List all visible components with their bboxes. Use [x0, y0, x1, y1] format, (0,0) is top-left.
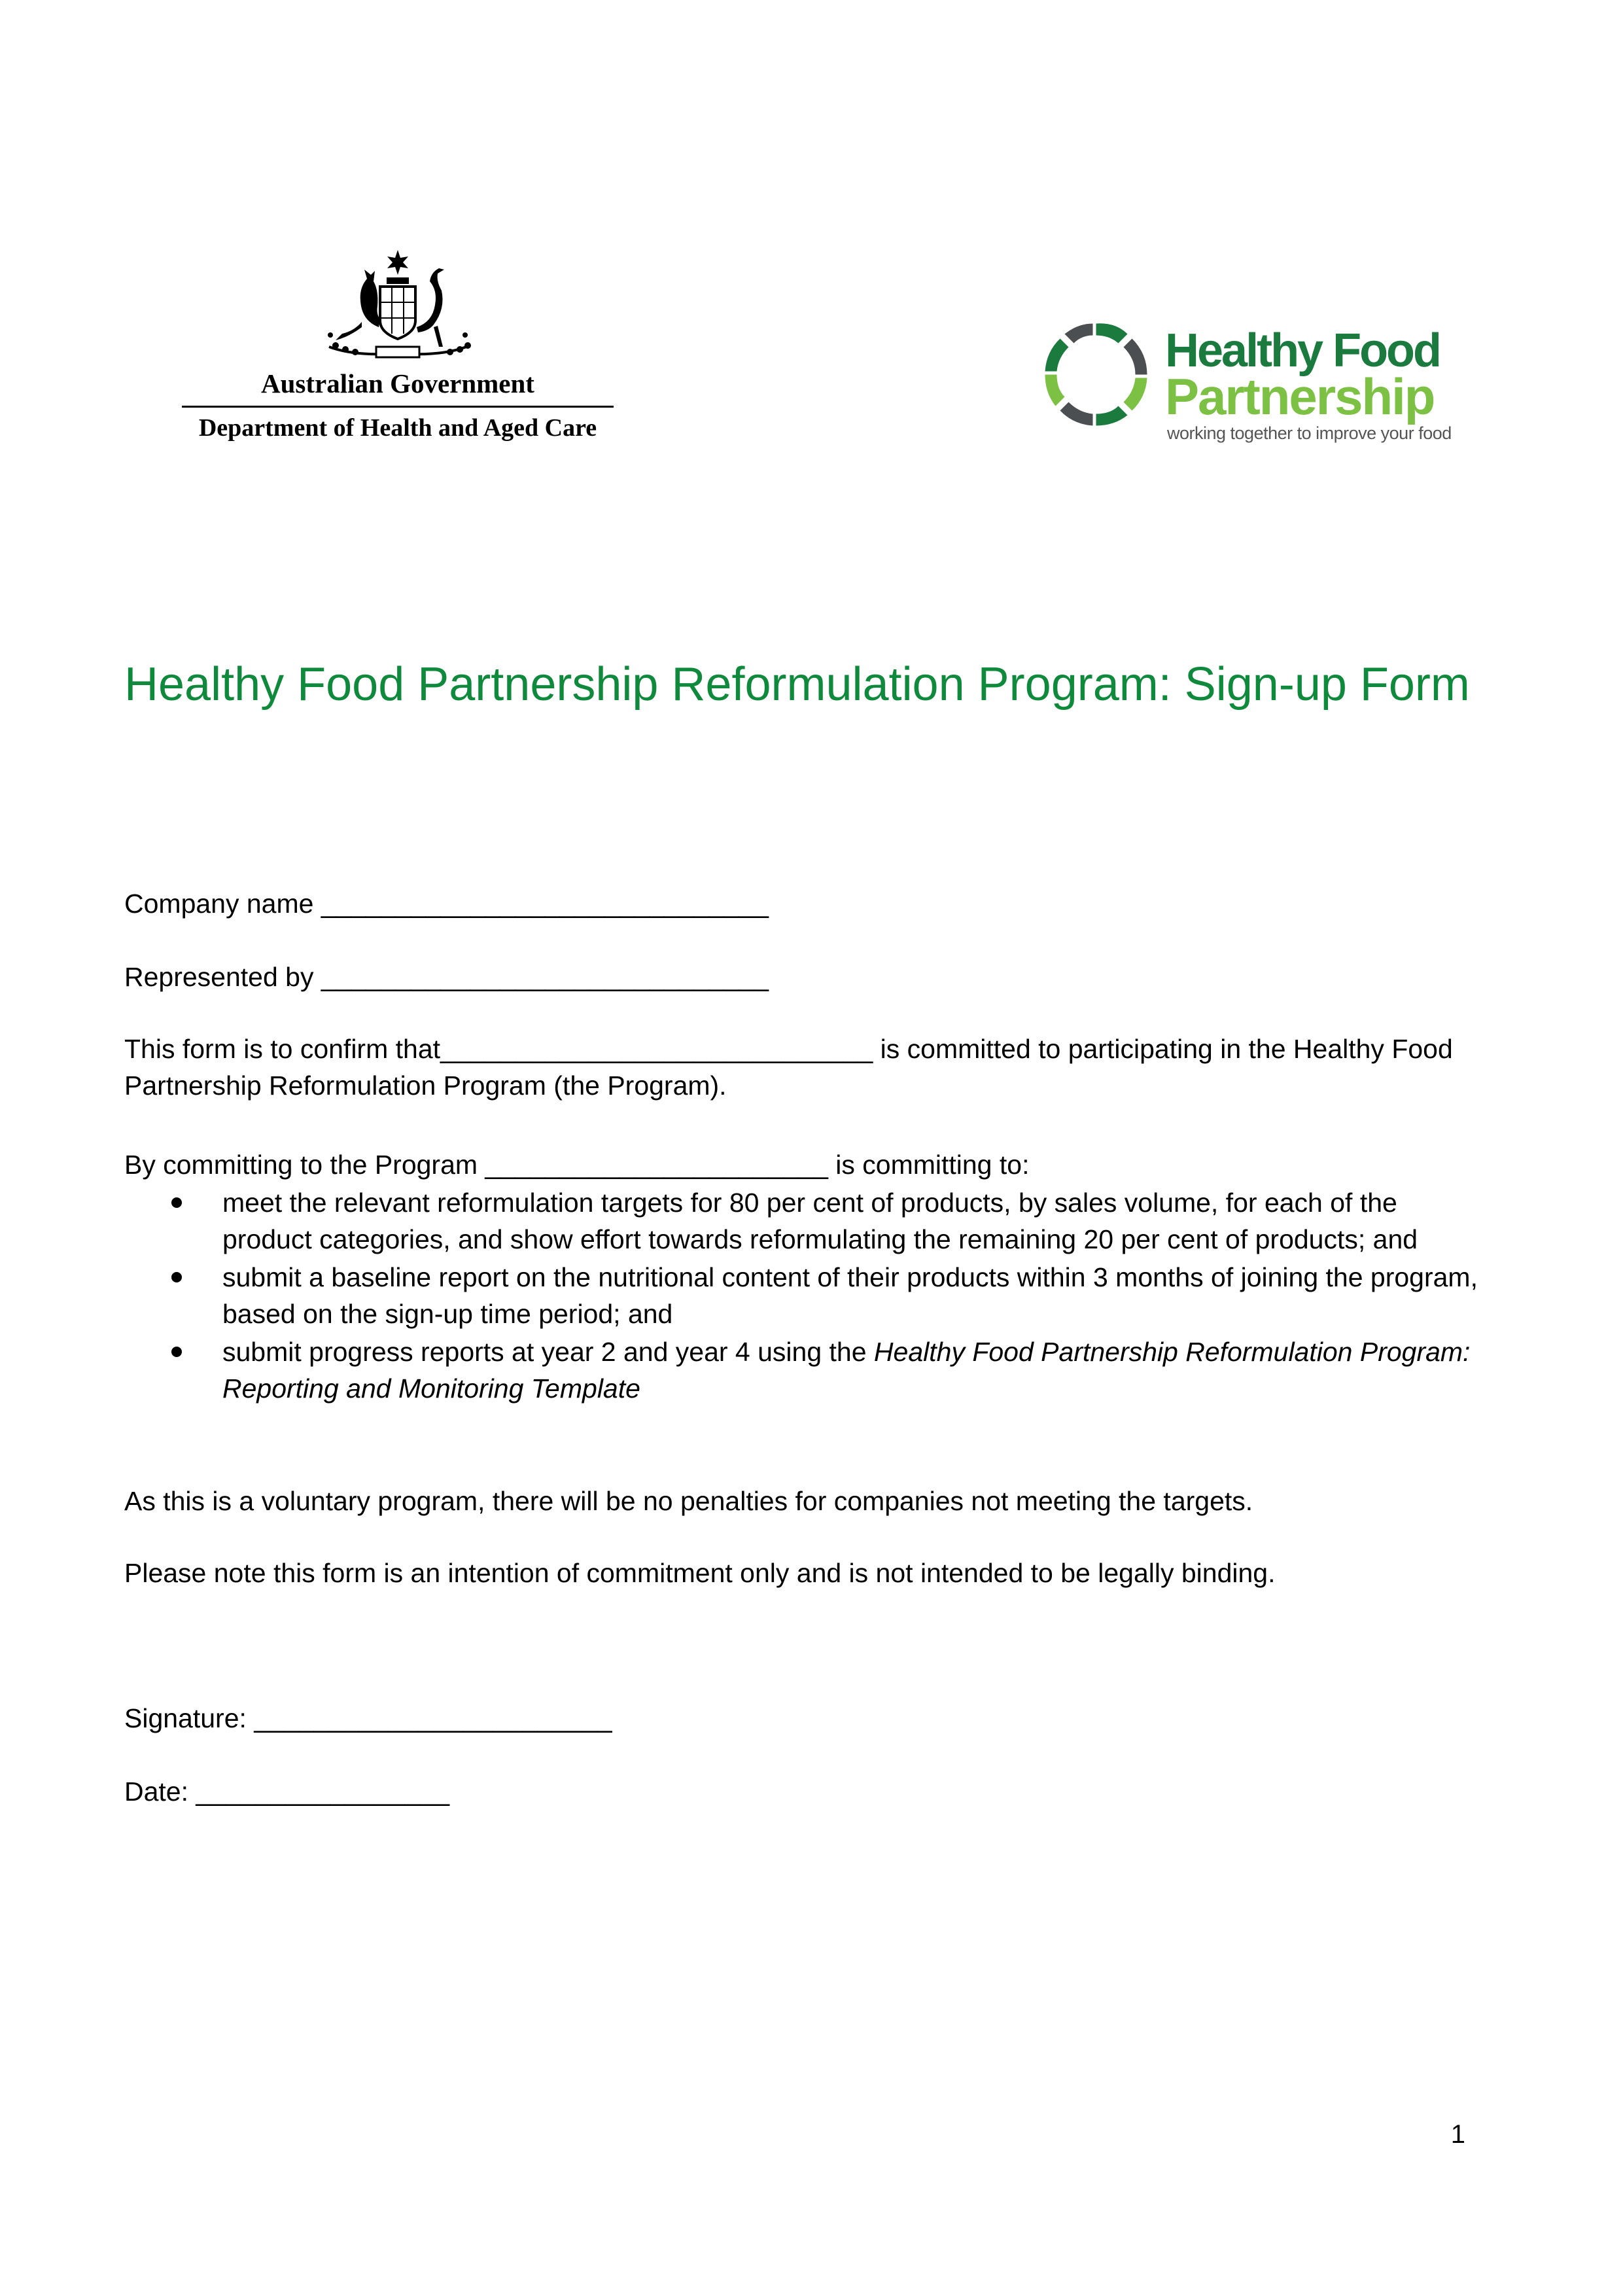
logo-divider	[182, 406, 614, 408]
commit-company-field[interactable]: _______________________	[485, 1150, 828, 1180]
confirm-company-field[interactable]: _____________________________	[440, 1034, 873, 1064]
date-label: Date:	[124, 1776, 188, 1807]
template-name: Healthy Food Partnership Reformulation Program: Reporting and Monitoring Template	[222, 1337, 1471, 1404]
bullet-icon	[171, 1272, 182, 1282]
commit-line	[124, 1146, 1492, 1183]
bullet-icon	[171, 1347, 182, 1357]
healthy-food-partnership-logo	[1039, 311, 1471, 451]
bullet-text: meet the relevant reformulation targets for 80 per cent of products, by sales volume, for each of the product categories, and show effort towards reformulating the remaining 20 per cent of products; and	[222, 1188, 1418, 1254]
brand-name-line1: Healthy Food	[1165, 325, 1440, 377]
confirm-text-after: is committed to participating in the Healthy Food Partnership Reformulation Program (the Program).	[124, 1034, 1453, 1101]
list-item	[124, 1259, 1492, 1332]
brand-tagline: working together to improve your food	[1167, 423, 1452, 443]
commit-text-before: By committing to the Program	[124, 1150, 485, 1180]
signature-line	[124, 1700, 1492, 1737]
australian-government-logo	[182, 249, 614, 451]
confirm-paragraph	[124, 1031, 1492, 1104]
brand-name-line2: Partnership	[1165, 368, 1435, 425]
list-item	[124, 1184, 1492, 1258]
signature-field[interactable]: ________________________	[254, 1703, 612, 1733]
coat-of-arms-icon	[316, 249, 480, 363]
date-line	[124, 1773, 1492, 1810]
signature-label: Signature:	[124, 1703, 247, 1733]
company-name-line	[124, 885, 1492, 922]
list-item	[124, 1333, 1492, 1407]
bullet-text: submit a baseline report on the nutritional content of their products within 3 months of joining the program, based on the sign-up time period; and	[222, 1262, 1478, 1329]
page-number: 1	[1450, 2120, 1465, 2149]
represented-by-field[interactable]: ______________________________	[321, 962, 769, 992]
confirm-text-before: This form is to confirm that	[124, 1034, 441, 1064]
binding-note: Please note this form is an intention of commitment only and is not intended to be legally binding.	[124, 1558, 1276, 1588]
company-name-field[interactable]: ______________________________	[321, 889, 769, 919]
commitment-list	[124, 1184, 1492, 1408]
commit-text-after: is committing to:	[828, 1150, 1030, 1180]
voluntary-note: As this is a voluntary program, there will be no penalties for companies not meeting the targets.	[124, 1486, 1253, 1516]
bullet-icon	[171, 1197, 182, 1208]
department-name: Department of Health and Aged Care	[198, 414, 597, 442]
represented-by-line	[124, 959, 1492, 995]
company-name-label: Company name	[124, 889, 314, 919]
date-field[interactable]: _________________	[196, 1776, 450, 1807]
represented-by-label: Represented by	[124, 962, 314, 992]
government-name: Australian Government	[261, 368, 534, 398]
bullet-text: submit progress reports at year 2 and year 4 using the	[222, 1337, 874, 1367]
partnership-ring-icon	[1039, 317, 1153, 432]
page-title: Healthy Food Partnership Reformulation Program: Sign-up Form	[124, 658, 1470, 711]
